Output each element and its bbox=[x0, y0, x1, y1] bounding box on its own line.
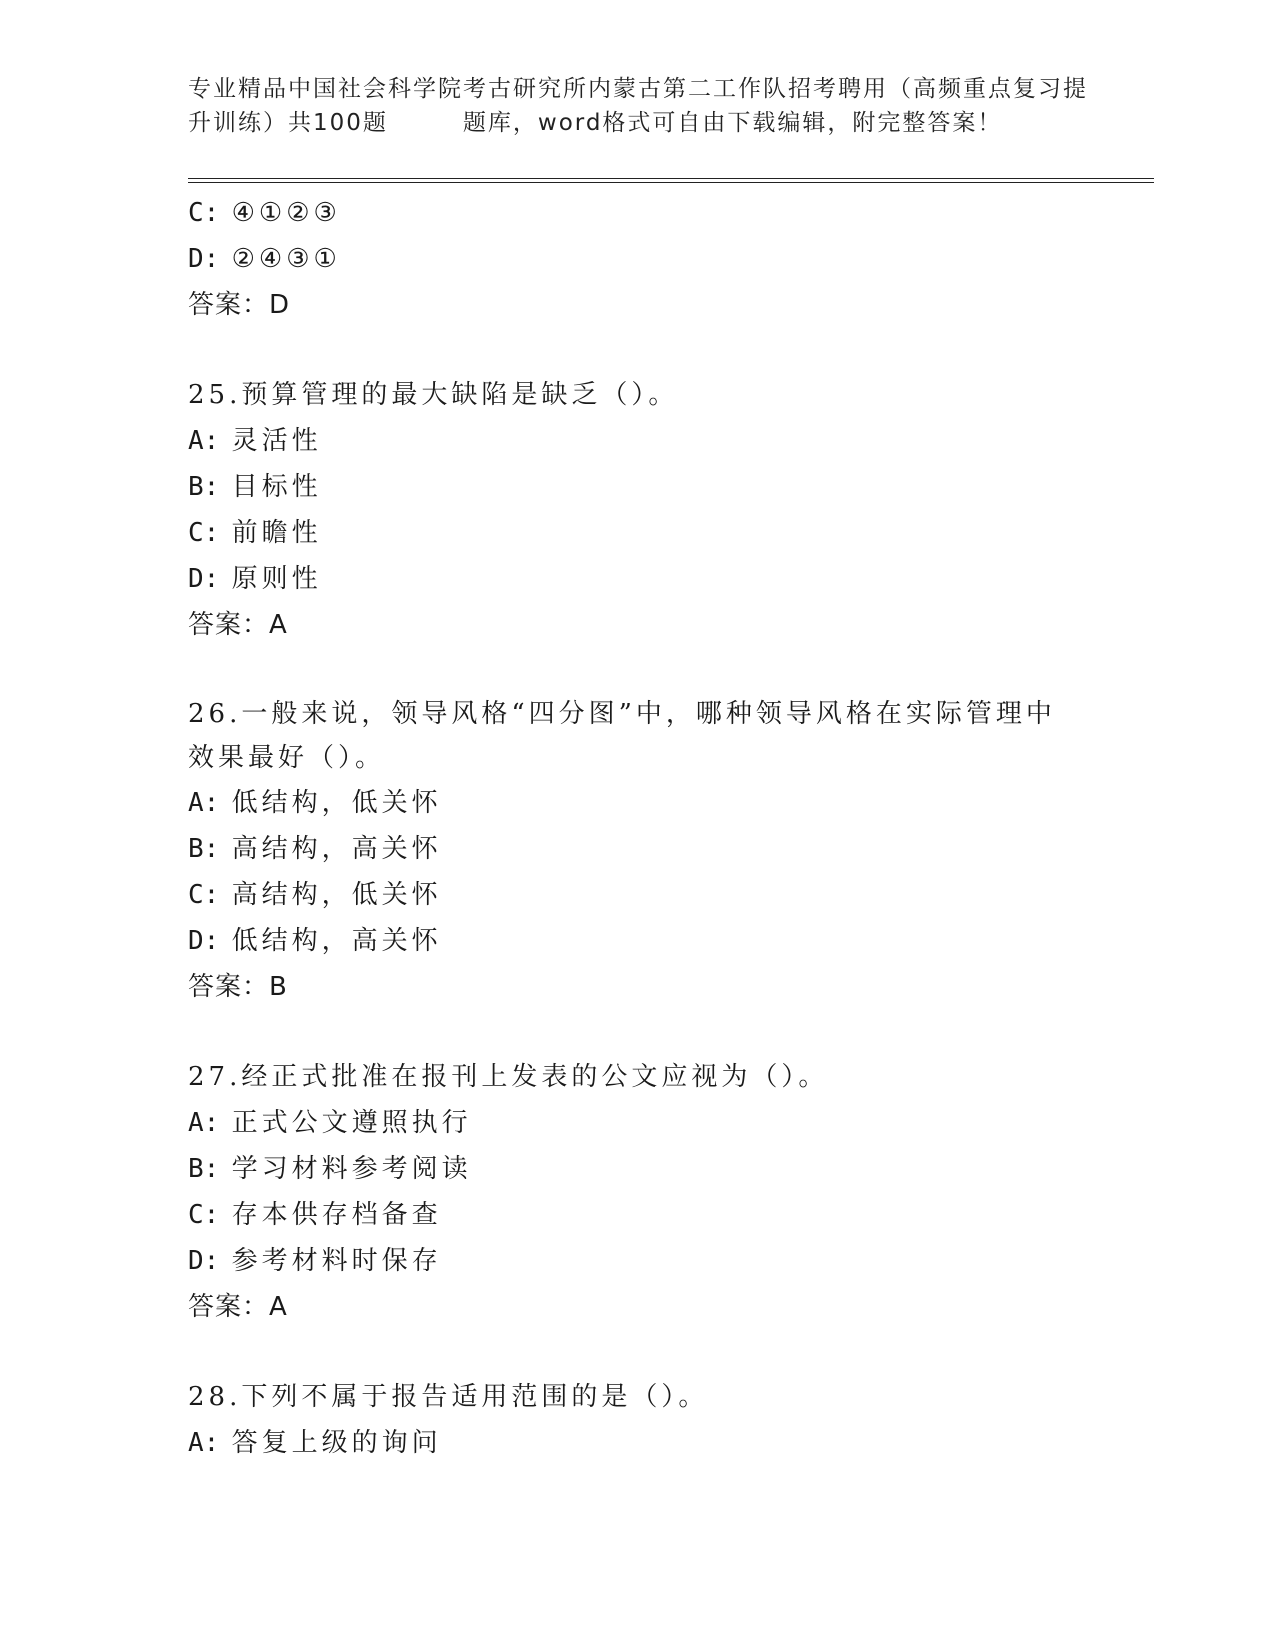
option-d: D: ②④③① bbox=[188, 244, 341, 274]
option-b: B: 学习材料参考阅读 bbox=[188, 1154, 472, 1184]
option-b: B: 高结构，高关怀 bbox=[188, 834, 442, 864]
option-d: D: 低结构，高关怀 bbox=[188, 926, 442, 956]
option-b: B: 目标性 bbox=[188, 472, 322, 502]
question-stem: 25.预算管理的最大缺陷是缺乏（）。 bbox=[188, 380, 679, 410]
header-line-1: 专业精品中国社会科学院考古研究所内蒙古第二工作队招考聘用（高频重点复习提 bbox=[188, 76, 1088, 102]
option-d: D: 原则性 bbox=[188, 564, 322, 594]
answer-line: 答案：D bbox=[188, 290, 291, 320]
option-a: A: 答复上级的询问 bbox=[188, 1428, 442, 1458]
header-line-2: 升训练）共100题 题库，word格式可自由下载编辑，附完整答案！ bbox=[188, 110, 1003, 136]
question-stem: 28.下列不属于报告适用范围的是（）。 bbox=[188, 1382, 709, 1412]
option-c: C: 高结构，低关怀 bbox=[188, 880, 442, 910]
question-stem: 26.一般来说，领导风格“四分图”中，哪种领导风格在实际管理中效果最好（）。 bbox=[188, 699, 1056, 773]
option-a: A: 灵活性 bbox=[188, 426, 322, 456]
option-c: C: 存本供存档备查 bbox=[188, 1200, 442, 1230]
header-double-rule bbox=[188, 178, 1154, 183]
answer-line: 答案：A bbox=[188, 610, 288, 640]
option-d: D: 参考材料时保存 bbox=[188, 1246, 442, 1276]
option-c: C: ④①②③ bbox=[188, 198, 341, 228]
document-body bbox=[188, 190, 1088, 1466]
option-a: A: 低结构，低关怀 bbox=[188, 788, 442, 818]
answer-line: 答案：A bbox=[188, 1292, 288, 1322]
option-c: C: 前瞻性 bbox=[188, 518, 322, 548]
option-a: A: 正式公文遵照执行 bbox=[188, 1108, 472, 1138]
question-stem: 27.经正式批准在报刊上发表的公文应视为（）。 bbox=[188, 1062, 829, 1092]
answer-line: 答案：B bbox=[188, 972, 288, 1002]
page-header bbox=[188, 72, 1088, 140]
